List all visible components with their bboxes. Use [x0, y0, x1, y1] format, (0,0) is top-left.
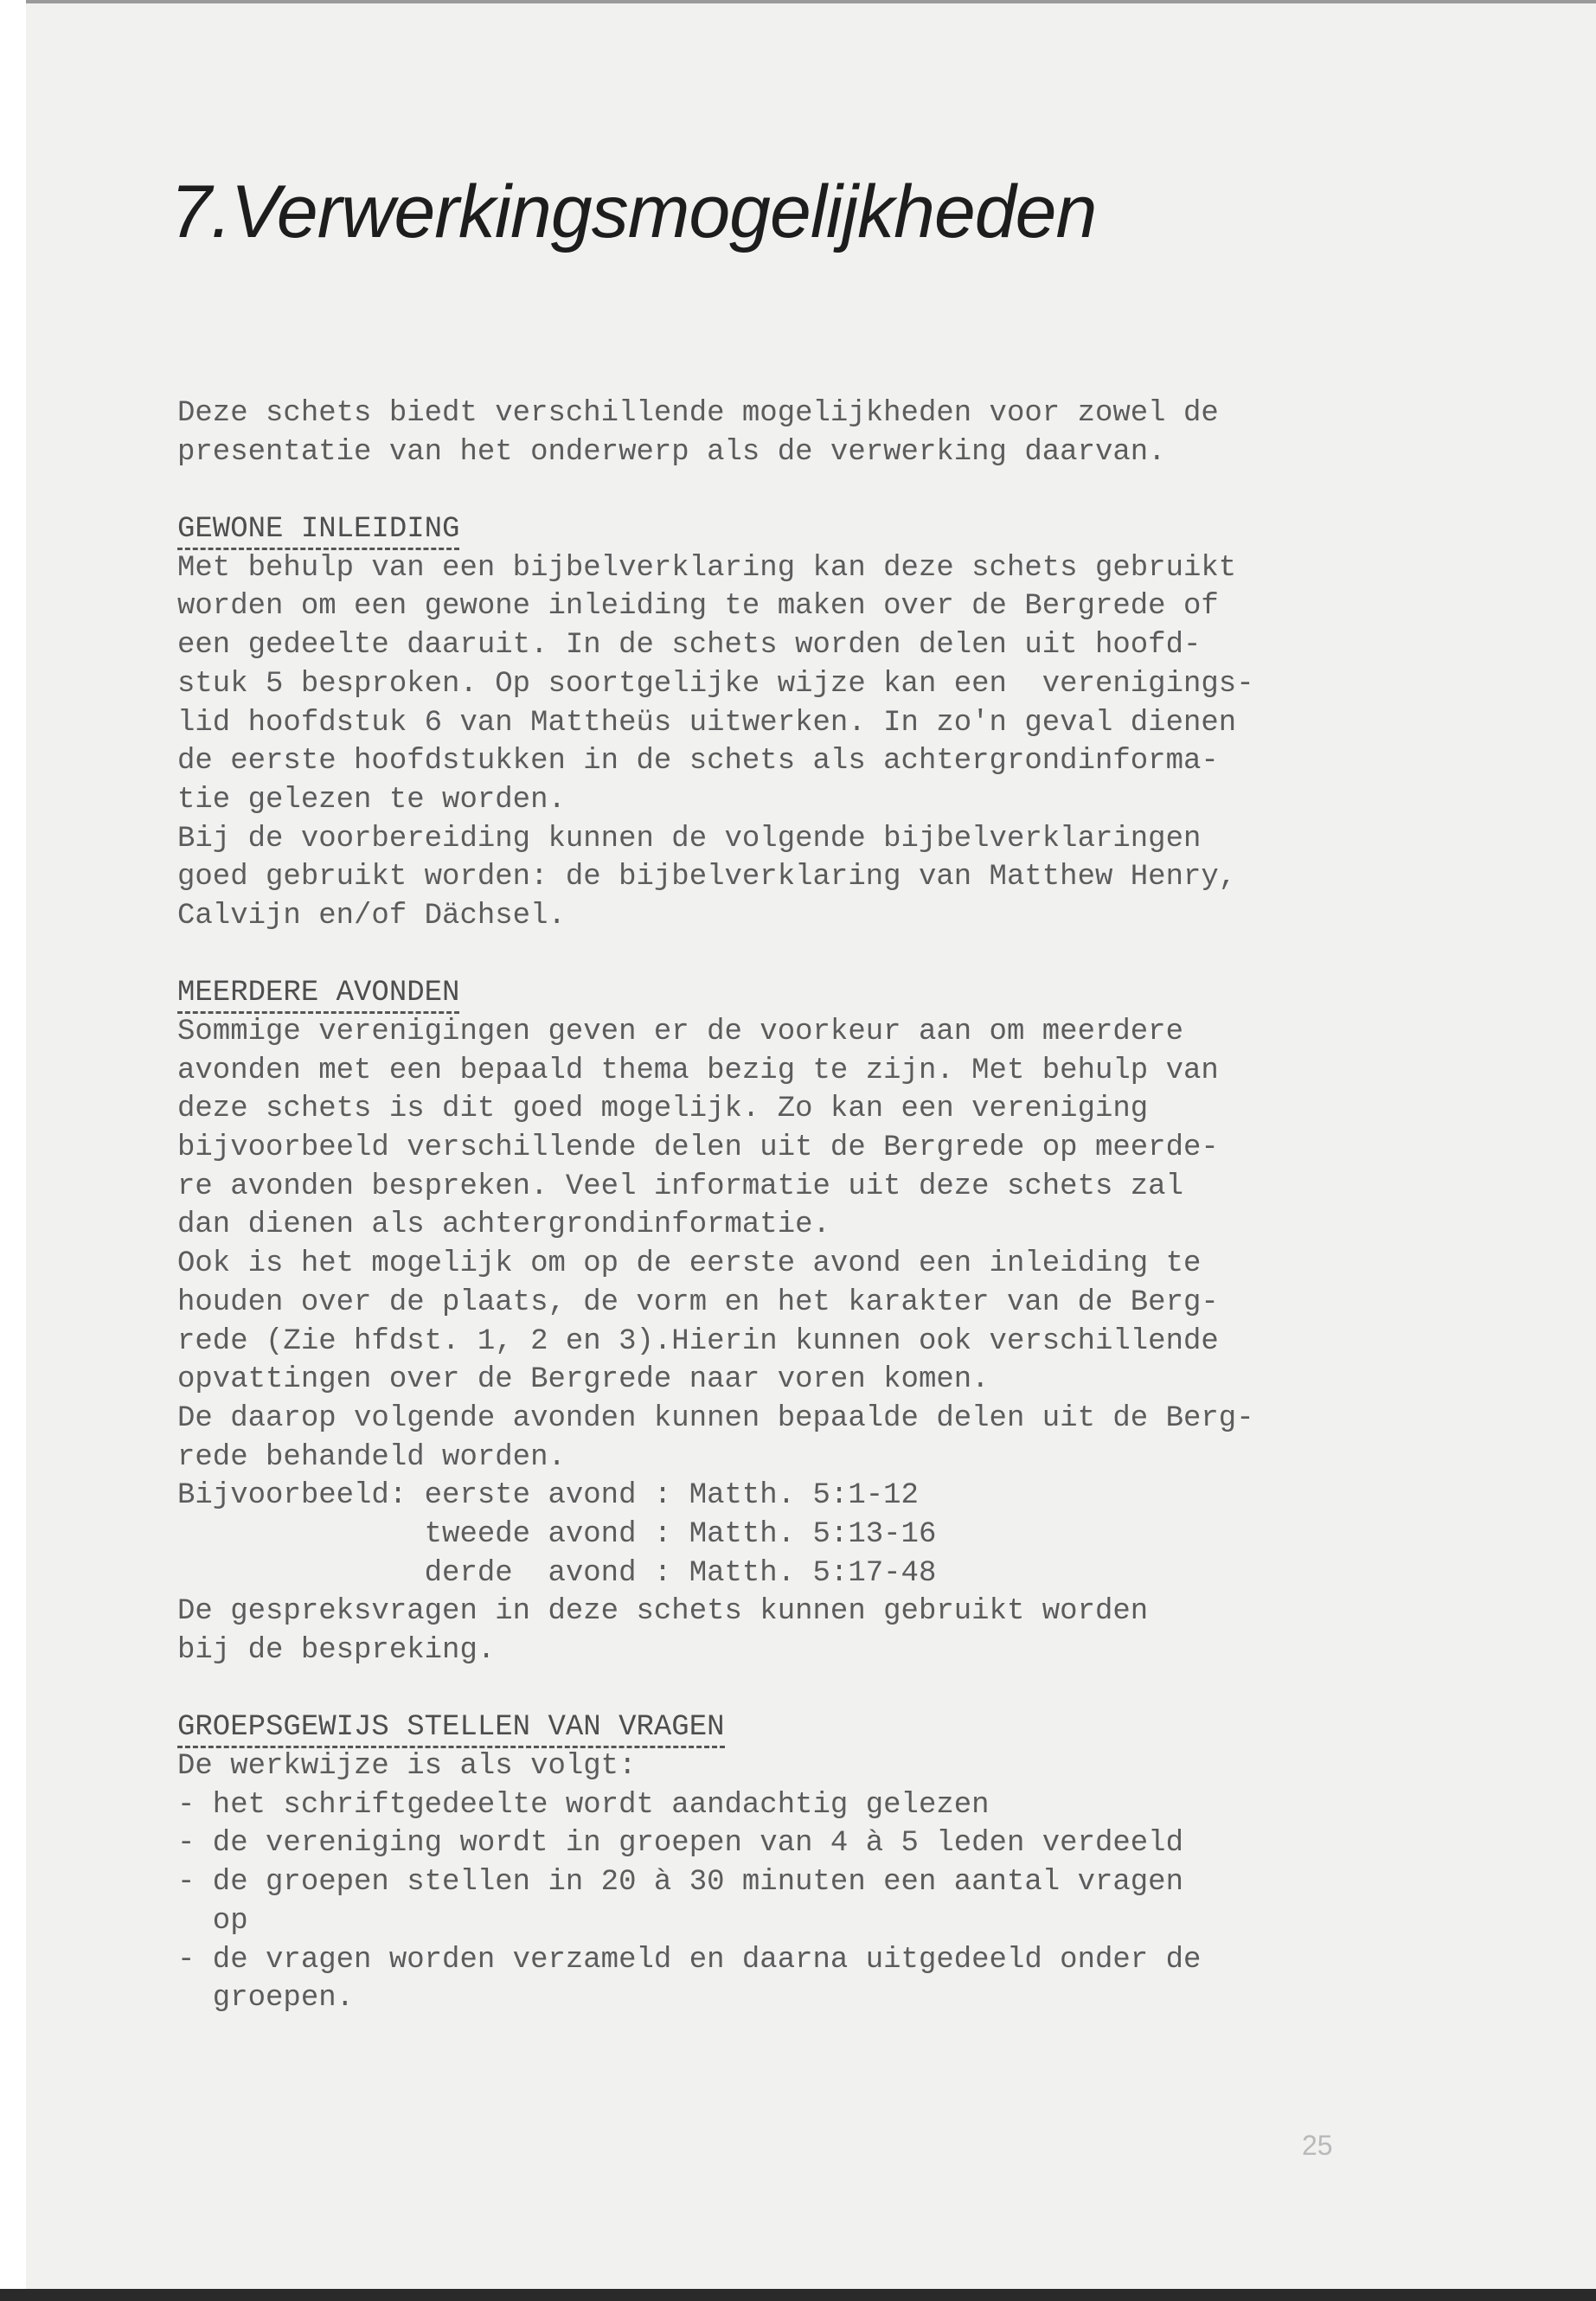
schedule-line: Bijvoorbeeld: eerste avond : Matth. 5:1-12 [177, 1479, 919, 1513]
schedule-line: tweede avond : Matth. 5:13-16 [177, 1517, 937, 1551]
intro-line: presentatie van het onderwerp als de verwerking daarvan. [177, 435, 1166, 469]
page-number: 25 [1302, 2130, 1333, 2161]
list-item: op [177, 1904, 248, 1938]
paragraph-line: avonden met een bepaald thema bezig te zijn. Met behulp van [177, 1054, 1219, 1087]
list-item: groepen. [177, 1982, 355, 2016]
paragraph-line: de eerste hoofdstukken in de schets als achtergrondinforma- [177, 745, 1219, 779]
paragraph-line: dan dienen als achtergrondinformatie. [177, 1208, 830, 1242]
paragraph-line: Sommige verenigingen geven er de voorkeur aan om meerdere [177, 1016, 1183, 1048]
paragraph-line: opvattingen over de Bergrede naar voren komen. [177, 1363, 990, 1397]
list-item: - de vragen worden verzameld en daarna uitgedeeld onder de [177, 1943, 1202, 1977]
section-heading-gewone-inleiding: GEWONE INLEIDING [177, 510, 1406, 549]
paragraph-line: De werkwijze is als volgt: [177, 1750, 637, 1784]
page-margin-left [0, 0, 26, 2301]
paragraph-line: tie gelezen te worden. [177, 783, 566, 817]
schedule-line: derde avond : Matth. 5:17-48 [177, 1556, 937, 1590]
paragraph-line: worden om een gewone inleiding te maken over de Bergrede of [177, 590, 1219, 624]
section-heading-groepsgewijs: GROEPSGEWIJS STELLEN VAN VRAGEN [177, 1708, 1406, 1747]
paragraph-line: Met behulp van een bijbelverklaring kan deze schets gebruikt [177, 551, 1237, 585]
intro-line: Deze schets biedt verschillende mogelijkheden voor zowel de [177, 397, 1219, 430]
paragraph-line: De daarop volgende avonden kunnen bepaalde delen uit de Berg- [177, 1401, 1254, 1435]
paragraph-line: bijvoorbeeld verschillende delen uit de Bergrede op meerde- [177, 1131, 1219, 1165]
paragraph-line: deze schets is dit goed mogelijk. Zo kan een vereniging [177, 1093, 1149, 1126]
paragraph-line: De gespreksvragen in deze schets kunnen gebruikt worden [177, 1595, 1149, 1629]
list-item: - de groepen stellen in 20 à 30 minuten een aantal vragen [177, 1866, 1183, 1900]
paragraph-line: goed gebruikt worden: de bijbelverklaring van Matthew Henry, [177, 861, 1237, 894]
body-text [177, 394, 1406, 2018]
paragraph-line: houden over de plaats, de vorm en het karakter van de Berg- [177, 1285, 1219, 1319]
chapter-title: 7.Verwerkingsmogelijkheden [170, 170, 1097, 253]
paragraph-line: Bij de voorbereiding kunnen de volgende bijbelverklaringen [177, 822, 1202, 856]
paragraph-line: stuk 5 besproken. Op soortgelijke wijze kan een verenigings- [177, 667, 1254, 701]
list-item: - het schriftgedeelte wordt aandachtig gelezen [177, 1788, 990, 1822]
paragraph-line: Ook is het mogelijk om op de eerste avond een inleiding te [177, 1247, 1202, 1281]
paragraph-line: Calvijn en/of Dächsel. [177, 899, 566, 933]
paragraph-line: lid hoofdstuk 6 van Mattheüs uitwerken. In zo'n geval dienen [177, 706, 1237, 740]
list-item: - de vereniging wordt in groepen van 4 à 5 leden verdeeld [177, 1827, 1183, 1861]
paragraph-line: rede behandeld worden. [177, 1440, 566, 1474]
paragraph-line: een gedeelte daaruit. In de schets worden delen uit hoofd- [177, 629, 1202, 663]
page-bottom-edge [0, 2289, 1596, 2301]
paragraph-line: re avonden bespreken. Veel informatie uit deze schets zal [177, 1170, 1183, 1203]
section-heading-meerdere-avonden: MEERDERE AVONDEN [177, 974, 1406, 1013]
paragraph-line: rede (Zie hfdst. 1, 2 en 3).Hierin kunnen ook verschillende [177, 1324, 1219, 1358]
paragraph-line: bij de bespreking. [177, 1634, 496, 1667]
